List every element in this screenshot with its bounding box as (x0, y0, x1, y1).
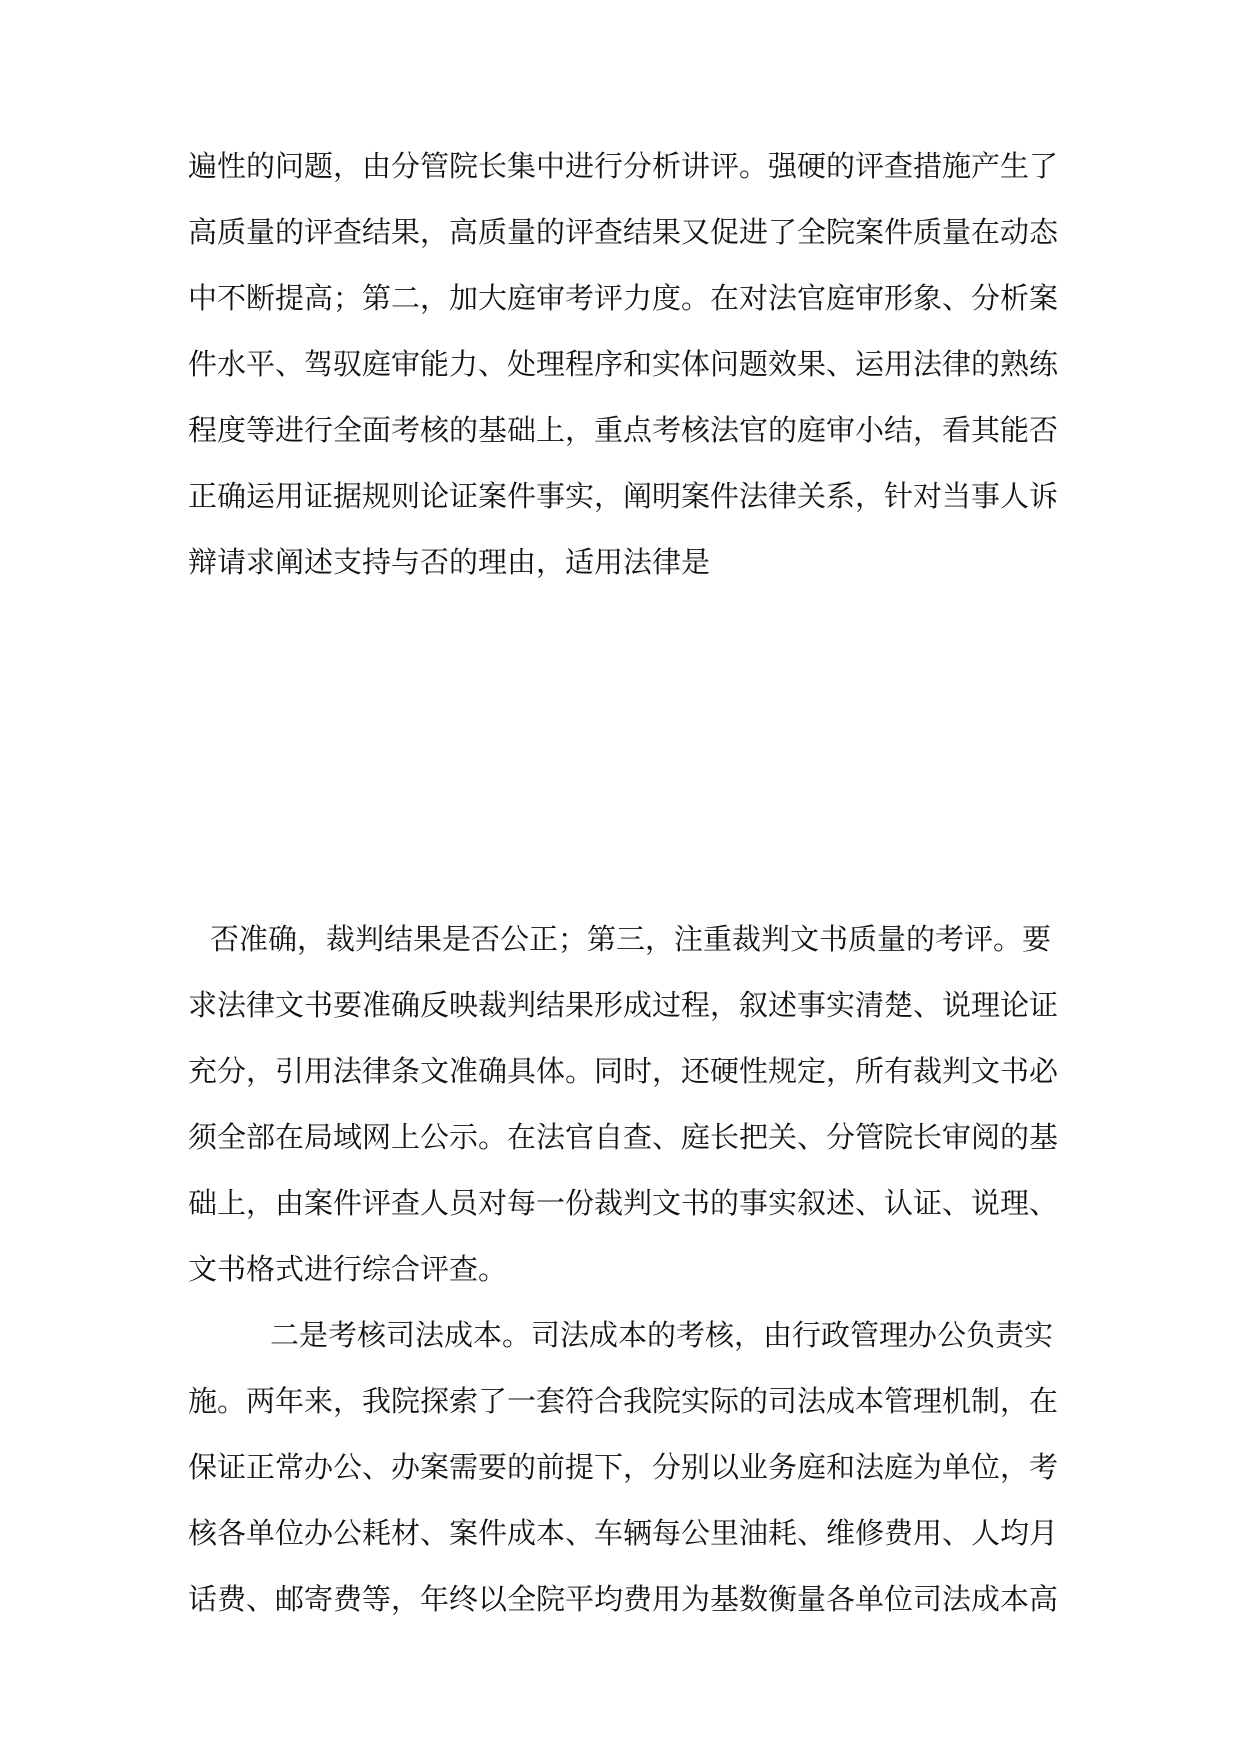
text-line: 施。两年来，我院探索了一套符合我院实际的司法成本管理机制，在 (188, 1384, 1059, 1418)
text-line: 二是考核司法成本。司法成本的考核，由行政管理办公负责实 (270, 1318, 1054, 1352)
text-line: 核各单位办公耗材、案件成本、车辆每公里油耗、维修费用、人均月 (188, 1516, 1059, 1550)
text-line: 遍性的问题，由分管院长集中进行分析讲评。强硬的评查措施产生了 (188, 149, 1059, 183)
text-line: 程度等进行全面考核的基础上，重点考核法官的庭审小结，看其能否 (188, 413, 1059, 447)
text-line: 件水平、驾驭庭审能力、处理程序和实体问题效果、运用法律的熟练 (188, 347, 1059, 381)
text-line: 中不断提高；第二，加大庭审考评力度。在对法官庭审形象、分析案 (188, 281, 1059, 315)
text-line: 辩请求阐述支持与否的理由，适用法律是 (188, 545, 711, 579)
text-line: 保证正常办公、办案需要的前提下，分别以业务庭和法庭为单位，考 (188, 1450, 1059, 1484)
text-line: 求法律文书要准确反映裁判结果形成过程，叙述事实清楚、说理论证 (188, 988, 1059, 1022)
text-line: 充分，引用法律条文准确具体。同时，还硬性规定，所有裁判文书必 (188, 1054, 1059, 1088)
text-line: 文书格式进行综合评查。 (188, 1252, 508, 1286)
text-line: 高质量的评查结果，高质量的评查结果又促进了全院案件质量在动态 (188, 215, 1059, 249)
text-line: 正确运用证据规则论证案件事实，阐明案件法律关系，针对当事人诉 (188, 479, 1059, 513)
text-line: 须全部在局域网上公示。在法官自查、庭长把关、分管院长审阅的基 (188, 1120, 1059, 1154)
text-line: 否准确，裁判结果是否公正；第三，注重裁判文书质量的考评。要 (210, 922, 1052, 956)
text-line: 础上，由案件评查人员对每一份裁判文书的事实叙述、认证、说理、 (188, 1186, 1059, 1220)
text-line: 话费、邮寄费等，年终以全院平均费用为基数衡量各单位司法成本高 (188, 1582, 1059, 1616)
